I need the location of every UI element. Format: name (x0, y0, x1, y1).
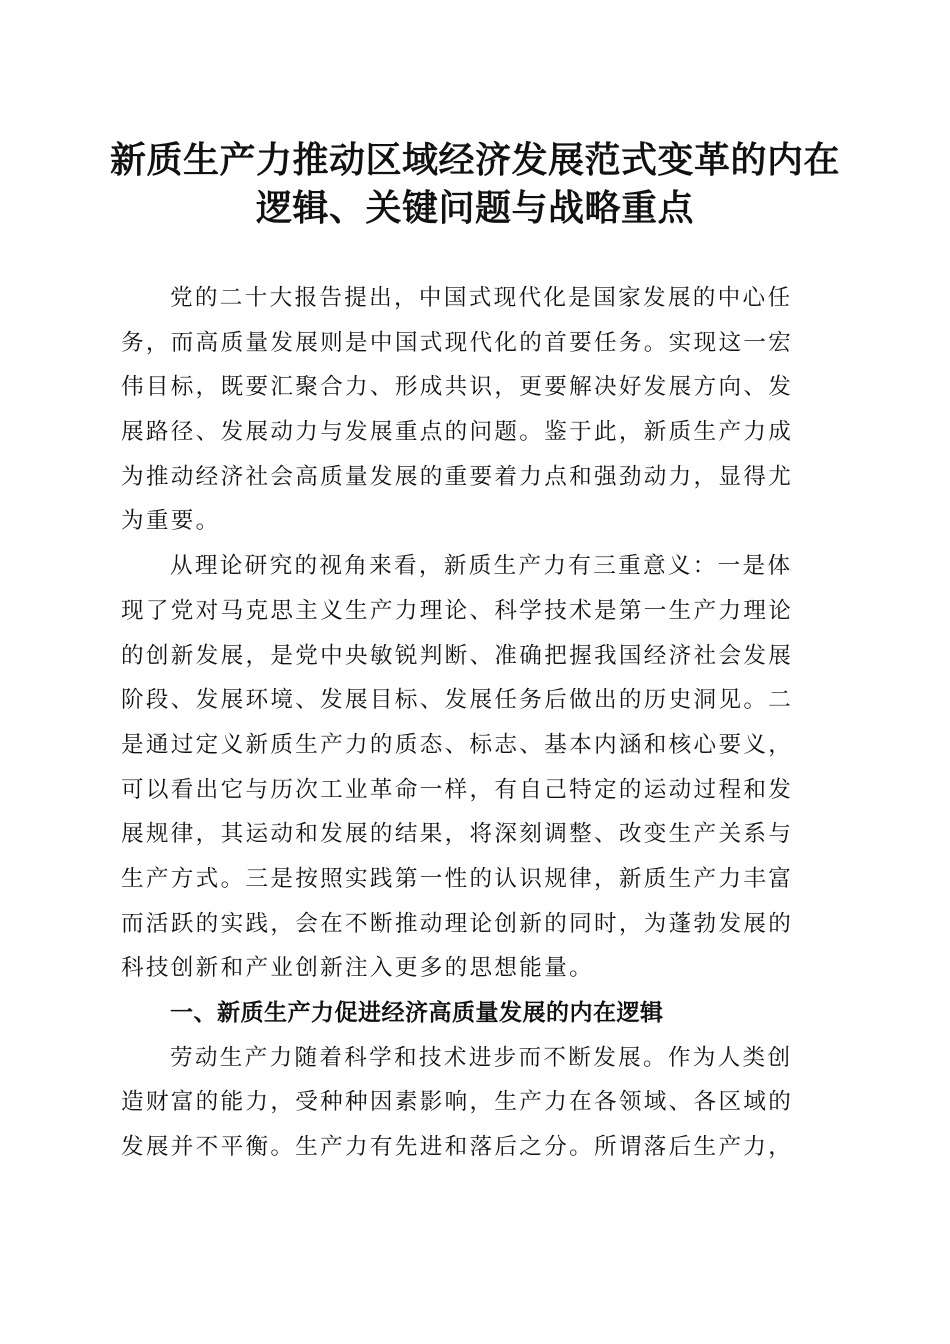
paragraph-2-line-9: 而活跃的实践，会在不断推动理论创新的同时，为蓬勃发展的 (121, 910, 794, 937)
title-line-2: 逻辑、关键问题与战略重点 (255, 187, 694, 229)
document-title (100, 136, 850, 232)
paragraph-1-line-3: 伟目标，既要汇聚合力、形成共识，更要解决好发展方向、发 (121, 374, 794, 401)
title-line-1: 新质生产力推动区域经济发展范式变革的内在 (109, 139, 840, 181)
paragraph-3-line-3: 发展并不平衡。生产力有先进和落后之分。所谓落后生产力， (121, 1134, 794, 1161)
paragraph-2-line-10: 科技创新和产业创新注入更多的思想能量。 (121, 955, 594, 982)
paragraph-2-line-2: 现了党对马克思主义生产力理论、科学技术是第一生产力理论 (121, 597, 794, 624)
paragraph-1-line-6: 为重要。 (121, 508, 221, 535)
section-heading-1: 一、新质生产力促进经济高质量发展的内在逻辑 (170, 1000, 664, 1026)
paragraph-2-line-5: 是通过定义新质生产力的质态、标志、基本内涵和核心要义， (121, 731, 794, 758)
paragraph-2-line-8: 生产方式。三是按照实践第一性的认识规律，新质生产力丰富 (121, 865, 794, 892)
paragraph-2-line-3: 的创新发展，是党中央敏锐判断、准确把握我国经济社会发展 (121, 642, 794, 669)
paragraph-3-line-1: 劳动生产力随着科学和技术进步而不断发展。作为人类创 (170, 1044, 793, 1071)
paragraph-2-line-7: 展规律，其运动和发展的结果，将深刻调整、改变生产关系与 (121, 821, 794, 848)
paragraph-1-line-1: 党的二十大报告提出，中国式现代化是国家发展的中心任 (170, 285, 793, 311)
paragraph-1-line-5: 为推动经济社会高质量发展的重要着力点和强劲动力，显得尤 (121, 463, 794, 490)
paragraph-1-line-2: 务，而高质量发展则是中国式现代化的首要任务。实现这一宏 (121, 329, 794, 356)
paragraph-2-line-4: 阶段、发展环境、发展目标、发展任务后做出的历史洞见。二 (121, 687, 794, 714)
paragraph-3-line-2: 造财富的能力，受种种因素影响，生产力在各领域、各区域的 (121, 1089, 794, 1116)
document-body (121, 276, 821, 1170)
paragraph-2-line-6: 可以看出它与历次工业革命一样，有自己特定的运动过程和发 (121, 776, 794, 803)
paragraph-1-line-4: 展路径、发展动力与发展重点的问题。鉴于此，新质生产力成 (121, 419, 794, 446)
paragraph-2-line-1: 从理论研究的视角来看，新质生产力有三重意义：一是体 (170, 553, 793, 580)
